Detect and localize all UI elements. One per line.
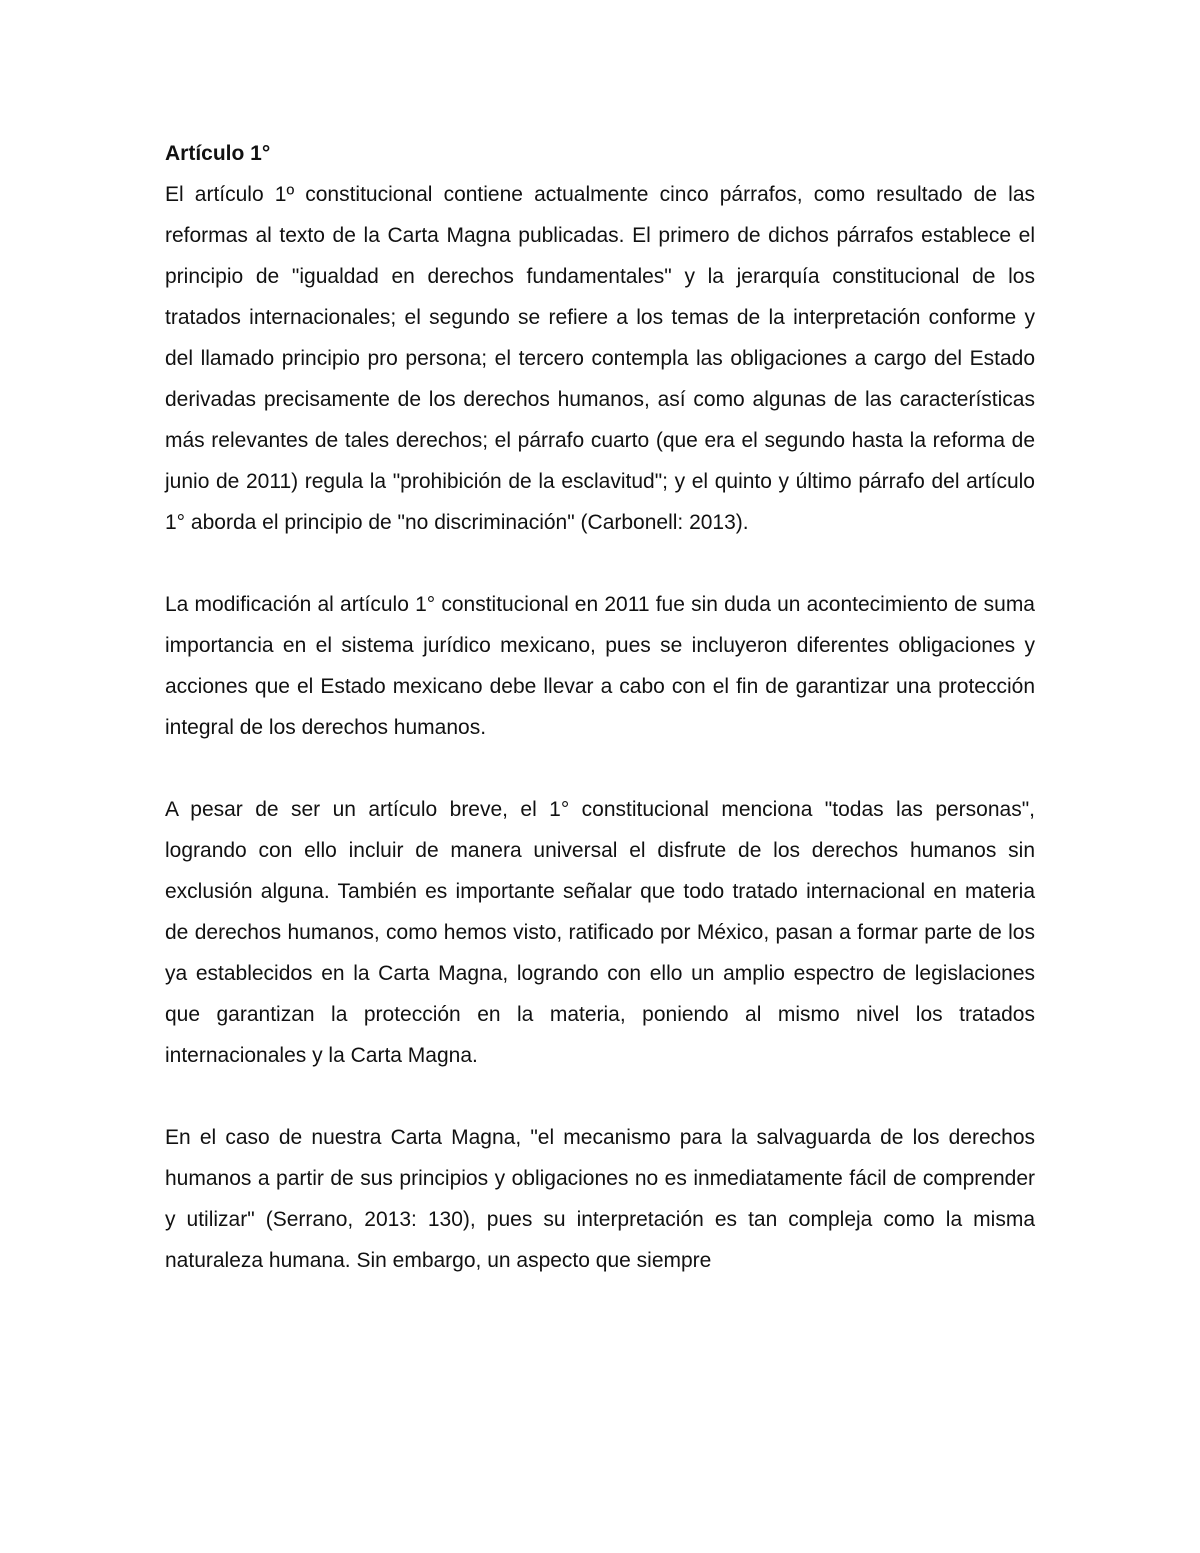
paragraph-gap (165, 748, 1035, 789)
paragraph-4: En el caso de nuestra Carta Magna, "el mecanismo para la salvaguarda de los derechos humanos a partir de sus principios y obligaciones no es inmediatamente fácil de comprender y utilizar" (Serrano, 2013: 130), pues su interpretación es tan compleja como la misma naturaleza humana. Sin embargo, un aspecto que siempre (165, 1126, 1035, 1272)
paragraph-gap (165, 543, 1035, 584)
paragraph-3: A pesar de ser un artículo breve, el 1° constitucional menciona "todas las personas", logrando con ello incluir de manera universal el disfrute de los derechos humanos sin exclusión alguna. También es importante señalar que todo tratado internacional en materia de derechos humanos, como hemos visto, ratificado por México, pasan a formar parte de los ya establecidos en la Carta Magna, logrando con ello un amplio espectro de legislaciones que garantizan la protección en la materia, poniendo al mismo nivel los tratados internacionales y la Carta Magna. (165, 798, 1035, 1067)
paragraph-gap (165, 1076, 1035, 1117)
paragraph-2: La modificación al artículo 1° constitucional en 2011 fue sin duda un acontecimiento de suma importancia en el sistema jurídico mexicano, pues se incluyeron diferentes obligaciones y acciones que el Estado mexicano debe llevar a cabo con el fin de garantizar una protección integral de los derechos humanos. (165, 593, 1035, 739)
document-body (165, 133, 1035, 1281)
paragraph-1: El artículo 1º constitucional contiene actualmente cinco párrafos, como resultado de las reformas al texto de la Carta Magna publicadas. El primero de dichos párrafos establece el principio de "igualdad en derechos fundamentales" y la jerarquía constitucional de los tratados internacionales; el segundo se refiere a los temas de la interpretación conforme y del llamado principio pro persona; el tercero contempla las obligaciones a cargo del Estado derivadas precisamente de los derechos humanos, así como algunas de las características más relevantes de tales derechos; el párrafo cuarto (que era el segundo hasta la reforma de junio de 2011) regula la "prohibición de la esclavitud"; y el quinto y último párrafo del artículo 1° aborda el principio de "no discriminación" (Carbonell: 2013). (165, 183, 1035, 534)
article-heading: Artículo 1° (165, 142, 271, 165)
